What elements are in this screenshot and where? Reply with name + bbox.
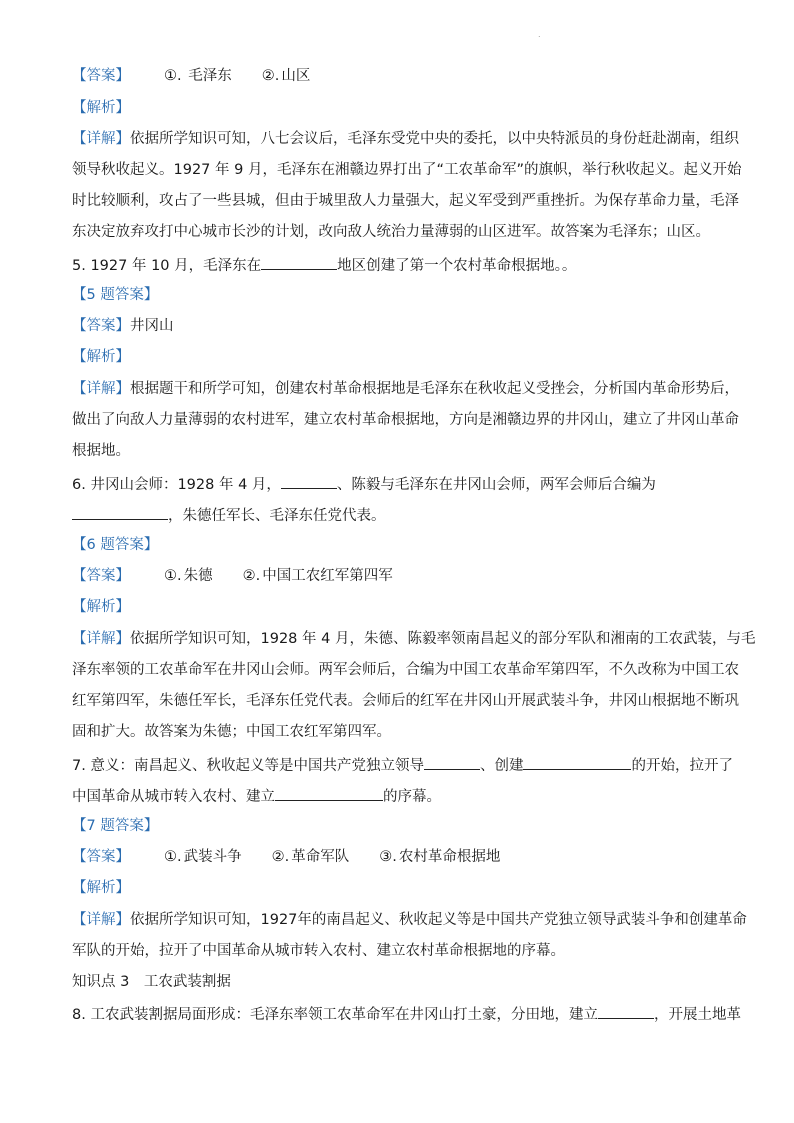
section-tag: 【5 题答案】 <box>72 287 159 303</box>
detail-tag: 【详解】 <box>72 631 130 647</box>
q7-question-cont <box>72 785 738 807</box>
fill-blank <box>275 785 383 801</box>
question-text: 中国革命从城市转入农村、建立 <box>72 789 275 805</box>
q4-analysis-line <box>72 98 738 118</box>
q7-analysis-line <box>72 878 738 898</box>
q6-detail-line <box>72 722 738 742</box>
question-text: ，朱德任军长、毛泽东任党代表。 <box>168 508 386 524</box>
answer-option: 农村革命根据地 <box>398 849 501 865</box>
answer-option: 毛泽东 <box>188 68 232 84</box>
answer-text: 井冈山 <box>130 318 174 334</box>
q6-detail-line <box>72 660 738 680</box>
question-text: 地区创建了第一个农村革命根据地。。 <box>337 258 577 274</box>
question-text: 8. 工农武装割据局面形成：毛泽东率领工农革命军在井冈山打土豪，分田地，建立 <box>72 1007 598 1023</box>
q7-detail-line <box>72 941 738 961</box>
q6-analysis-line <box>72 597 738 617</box>
question-text: 、陈毅与毛泽东在井冈山会师，两军会师后合编为 <box>336 477 656 493</box>
detail-text: 根据题干和所学可知，创建农村革命根据地是毛泽东在秋收起义受挫会，分析国内革命形势后， <box>130 381 739 397</box>
answer-tag: 【答案】 <box>72 568 130 584</box>
q7-answer-line <box>72 847 738 867</box>
q7-section <box>72 816 738 836</box>
answer-option: 中国工农红军第四军 <box>262 568 393 584</box>
option-marker: ③. <box>379 849 397 865</box>
answer-tag: 【答案】 <box>72 68 130 84</box>
fill-blank <box>261 254 337 270</box>
q7-question <box>72 754 738 776</box>
q5-detail-line <box>72 379 738 399</box>
question-text: 6. 井冈山会师：1928 年 4 月， <box>72 477 281 493</box>
detail-text: 依据所学知识可知，1928 年 4 月，朱德、陈毅率领南昌起义的部分军队和湘南的工农武装，与毛 <box>130 631 756 647</box>
q4-detail-line <box>72 191 738 211</box>
detail-text: 依据所学知识可知，1927年的南昌起义、秋收起义等是中国共产党独立领导武装斗争和创建革命 <box>130 912 747 928</box>
detail-tag: 【详解】 <box>72 912 130 928</box>
q5-section <box>72 285 738 305</box>
detail-text: 固和扩大。故答案为朱德；中国工农红军第四军。 <box>72 724 391 740</box>
q6-detail-line <box>72 691 738 711</box>
question-text: ，开展土地革 <box>653 1007 741 1023</box>
detail-text: 根据地。 <box>72 443 130 459</box>
detail-text: 时比较顺利，攻占了一些县城，但由于城里敌人力量强大，起义军受到严重挫折。为保存革命力量，毛泽 <box>72 193 739 209</box>
q6-answer-line <box>72 566 738 586</box>
question-text: 的开始，拉开了 <box>631 758 733 774</box>
fill-blank <box>281 473 337 489</box>
answer-tag: 【答案】 <box>72 318 130 334</box>
q4-detail-line <box>72 129 738 149</box>
option-marker: ②. <box>242 568 261 584</box>
detail-text: 红军第四军，朱德任军长，毛泽东任党代表。会师后的红军在井冈山开展武装斗争，井冈山根据地不断巩 <box>72 693 739 709</box>
q5-detail-line <box>72 410 738 430</box>
q4-detail-line <box>72 160 742 180</box>
q6-question <box>72 473 738 495</box>
option-marker: ①. <box>164 568 182 584</box>
detail-text: 东决定放弃攻打中心城市长沙的计划，改向敌人统治力量薄弱的山区进军。故答案为毛泽东；山区。 <box>72 224 710 240</box>
q6-question-cont <box>72 504 738 526</box>
answer-option: 革命军队 <box>291 849 350 865</box>
detail-text: 依据所学知识可知，八七会议后，毛泽东受党中央的委托，以中央特派员的身份赶赴湖南，组织 <box>130 131 739 147</box>
detail-text: 领导秋收起义。1927 年 9 月，毛泽东在湘赣边界打出了“工农革命军”的旗帜，举行秋收起义。起义开始 <box>72 162 742 178</box>
option-marker: ①. <box>164 68 182 84</box>
detail-text: 做出了向敌人力量薄弱的农村进军，建立农村革命根据地，方向是湘赣边界的井冈山，建立了井冈山革命 <box>72 412 739 428</box>
q6-section <box>72 535 738 555</box>
question-text: 、创建 <box>479 758 524 774</box>
q7-detail-line <box>72 910 747 930</box>
analysis-tag: 【解析】 <box>72 349 130 365</box>
detail-tag: 【详解】 <box>72 381 130 397</box>
option-marker: ①. <box>164 849 182 865</box>
q5-answer-line <box>72 316 738 336</box>
analysis-tag: 【解析】 <box>72 880 130 896</box>
q4-answer-line <box>72 66 738 86</box>
q6-detail-line <box>72 629 756 649</box>
detail-tag: 【详解】 <box>72 131 130 147</box>
section-tag: 【6 题答案】 <box>72 537 159 553</box>
answer-option: 武装斗争 <box>183 849 242 865</box>
detail-text: 泽东率领的工农革命军在井冈山会师。两军会师后，合编为中国工农革命军第四军，不久改称为中国工农 <box>72 662 739 678</box>
answer-option: 山区 <box>281 68 311 84</box>
fill-blank <box>424 754 480 770</box>
q5-analysis-line <box>72 347 738 367</box>
fill-blank <box>523 754 631 770</box>
option-marker: ②. <box>261 68 280 84</box>
answer-option: 朱德 <box>183 568 213 584</box>
fill-blank <box>72 504 168 520</box>
question-text: 7. 意义：南昌起义、秋收起义等是中国共产党独立领导 <box>72 758 424 774</box>
question-text: 的序幕。 <box>383 789 441 805</box>
analysis-tag: 【解析】 <box>72 100 130 116</box>
question-text: 5. 1927 年 10 月，毛泽东在 <box>72 258 262 274</box>
detail-text: 军队的开始，拉开了中国革命从城市转入农村、建立农村革命根据地的序幕。 <box>72 943 565 959</box>
top-mark: . <box>538 30 541 39</box>
fill-blank <box>598 1003 654 1019</box>
knowledge-point-heading: 知识点 3 工农武装割据 <box>72 974 231 990</box>
option-marker: ②. <box>271 849 290 865</box>
answer-tag: 【答案】 <box>72 849 130 865</box>
q4-detail-line <box>72 222 738 242</box>
section-tag: 【7 题答案】 <box>72 818 159 834</box>
analysis-tag: 【解析】 <box>72 599 130 615</box>
q5-question <box>72 254 738 276</box>
q8-question <box>72 1003 741 1025</box>
q5-detail-line <box>72 441 738 461</box>
